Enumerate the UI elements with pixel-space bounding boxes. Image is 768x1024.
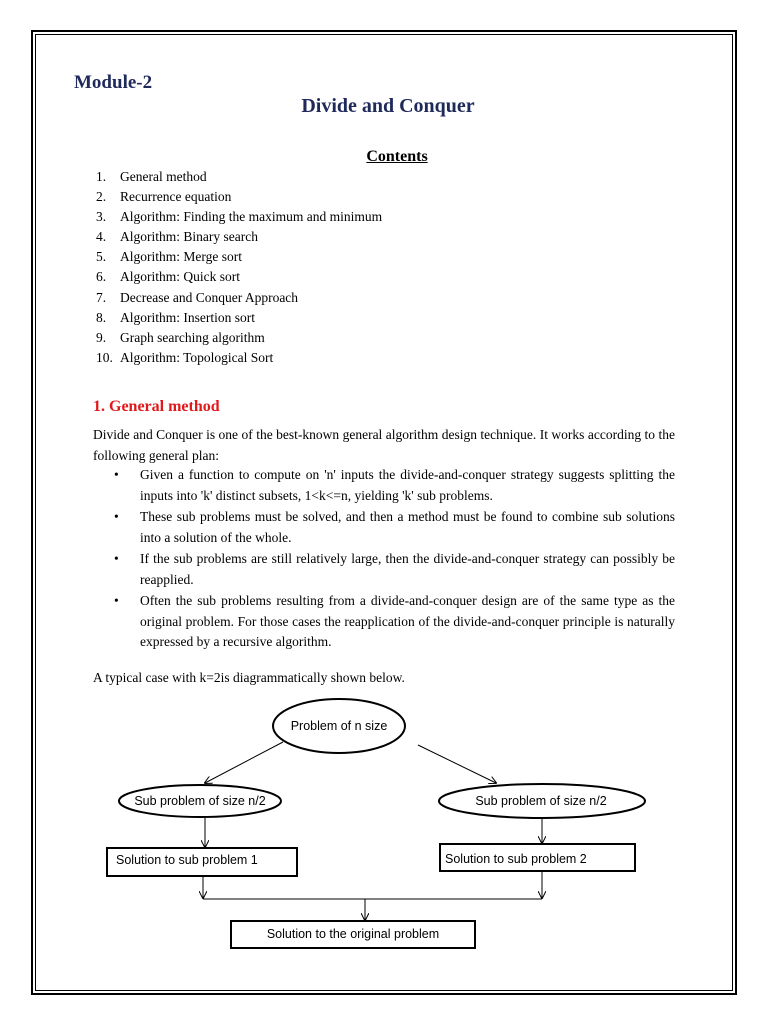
module-label: Module-2 bbox=[74, 72, 153, 93]
contents-item: 2. Recurrence equation bbox=[96, 189, 232, 205]
final-solution-label: Solution to the original problem bbox=[266, 927, 440, 941]
bullet-item: • Often the sub problems resulting from a divide-and-conquer design are of the same type as the original problem. For those cases the reapplication of the divide-and-conquer principle is naturally expressed by a recursive algorithm. bbox=[114, 593, 675, 649]
page-title: Divide and Conquer bbox=[301, 95, 475, 117]
arrow-root-left bbox=[205, 742, 283, 783]
contents-item: 10. Algorithm: Topological Sort bbox=[96, 349, 274, 365]
bullet-icon: • bbox=[114, 593, 119, 608]
section-heading-general-method: 1. General method bbox=[93, 398, 220, 415]
root-problem-label: Problem of n size bbox=[290, 719, 388, 733]
bullet-icon: • bbox=[114, 467, 119, 482]
contents-item: 3. Algorithm: Finding the maximum and minimum bbox=[96, 209, 383, 225]
bullet-icon: • bbox=[114, 509, 119, 524]
contents-item: 5. Algorithm: Merge sort bbox=[96, 249, 242, 265]
bullet-item: • Given a function to compute on 'n' inputs the divide-and-conquer strategy suggests splitting the inputs into 'k' distinct subsets, 1<k<=n, yielding 'k' sub problems. bbox=[114, 467, 675, 503]
sub-problem-left-label: Sub problem of size n/2 bbox=[134, 794, 266, 808]
intro-paragraph: Divide and Conquer is one of the best-known general algorithm design technique. It works according to the following general plan: bbox=[93, 427, 675, 463]
diagram-caption: A typical case with k=2is diagrammatically shown below. bbox=[93, 670, 405, 685]
bullet-item: • These sub problems must be solved, and then a method must be found to combine sub solutions into a solution of the whole. bbox=[114, 509, 675, 545]
contents-heading: Contents bbox=[366, 148, 428, 165]
bullet-item: • If the sub problems are still relatively large, then the divide-and-conquer strategy can possibly be reapplied. bbox=[114, 551, 675, 587]
bullet-icon: • bbox=[114, 551, 119, 566]
arrow-root-right bbox=[418, 745, 496, 783]
contents-item: 7. Decrease and Conquer Approach bbox=[96, 289, 299, 305]
contents-item: 8. Algorithm: Insertion sort bbox=[96, 309, 255, 325]
sub-problem-right-label: Sub problem of size n/2 bbox=[475, 794, 607, 808]
contents-item: 9. Graph searching algorithm bbox=[96, 329, 265, 345]
contents-item: 1. General method bbox=[96, 169, 207, 184]
solution-right-label: Solution to sub problem 2 bbox=[445, 852, 587, 866]
solution-left-label: Solution to sub problem 1 bbox=[116, 853, 258, 867]
contents-item: 6. Algorithm: Quick sort bbox=[96, 269, 240, 285]
contents-item: 4. Algorithm: Binary search bbox=[96, 229, 258, 245]
